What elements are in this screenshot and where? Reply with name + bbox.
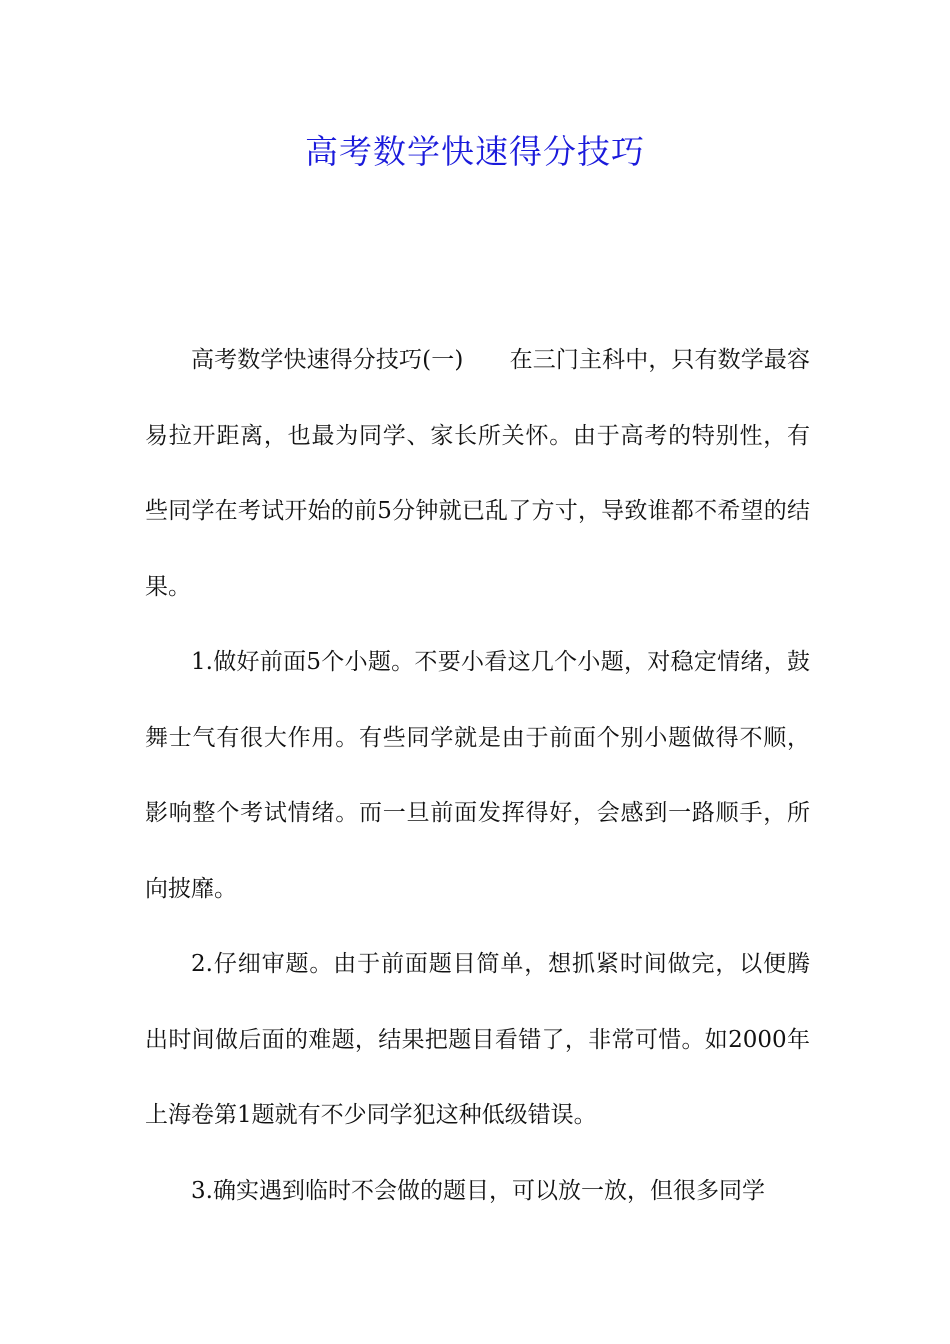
paragraph-intro: 高考数学快速得分技巧(一) 在三门主科中，只有数学最容易拉开距离，也最为同学、家长所关怀。由于高考的特别性，有些同学在考试开始的前5分钟就已乱了方寸，导致谁都不希望的结果。 [145,347,810,600]
document-title: 高考数学快速得分技巧 [305,132,645,171]
paragraph-tip-3: 3.确实遇到临时不会做的题目，可以放一放，但很多同学 [191,1177,765,1204]
paragraph-tip-2: 2.仔细审题。由于前面题目简单，想抓紧时间做完，以便腾出时间做后面的难题，结果把题目看错了，非常可惜。如2000年上海卷第1题就有不少同学犯这种低级错误。 [145,951,810,1128]
paragraph-tip-1: 1.做好前面5个小题。不要小看这几个小题，对稳定情绪，鼓舞士气有很大作用。有些同学就是由于前面个别小题做得不顺，影响整个考试情绪。而一旦前面发挥得好，会感到一路顺手，所向披靡。 [145,649,810,902]
document-body [145,323,810,1229]
